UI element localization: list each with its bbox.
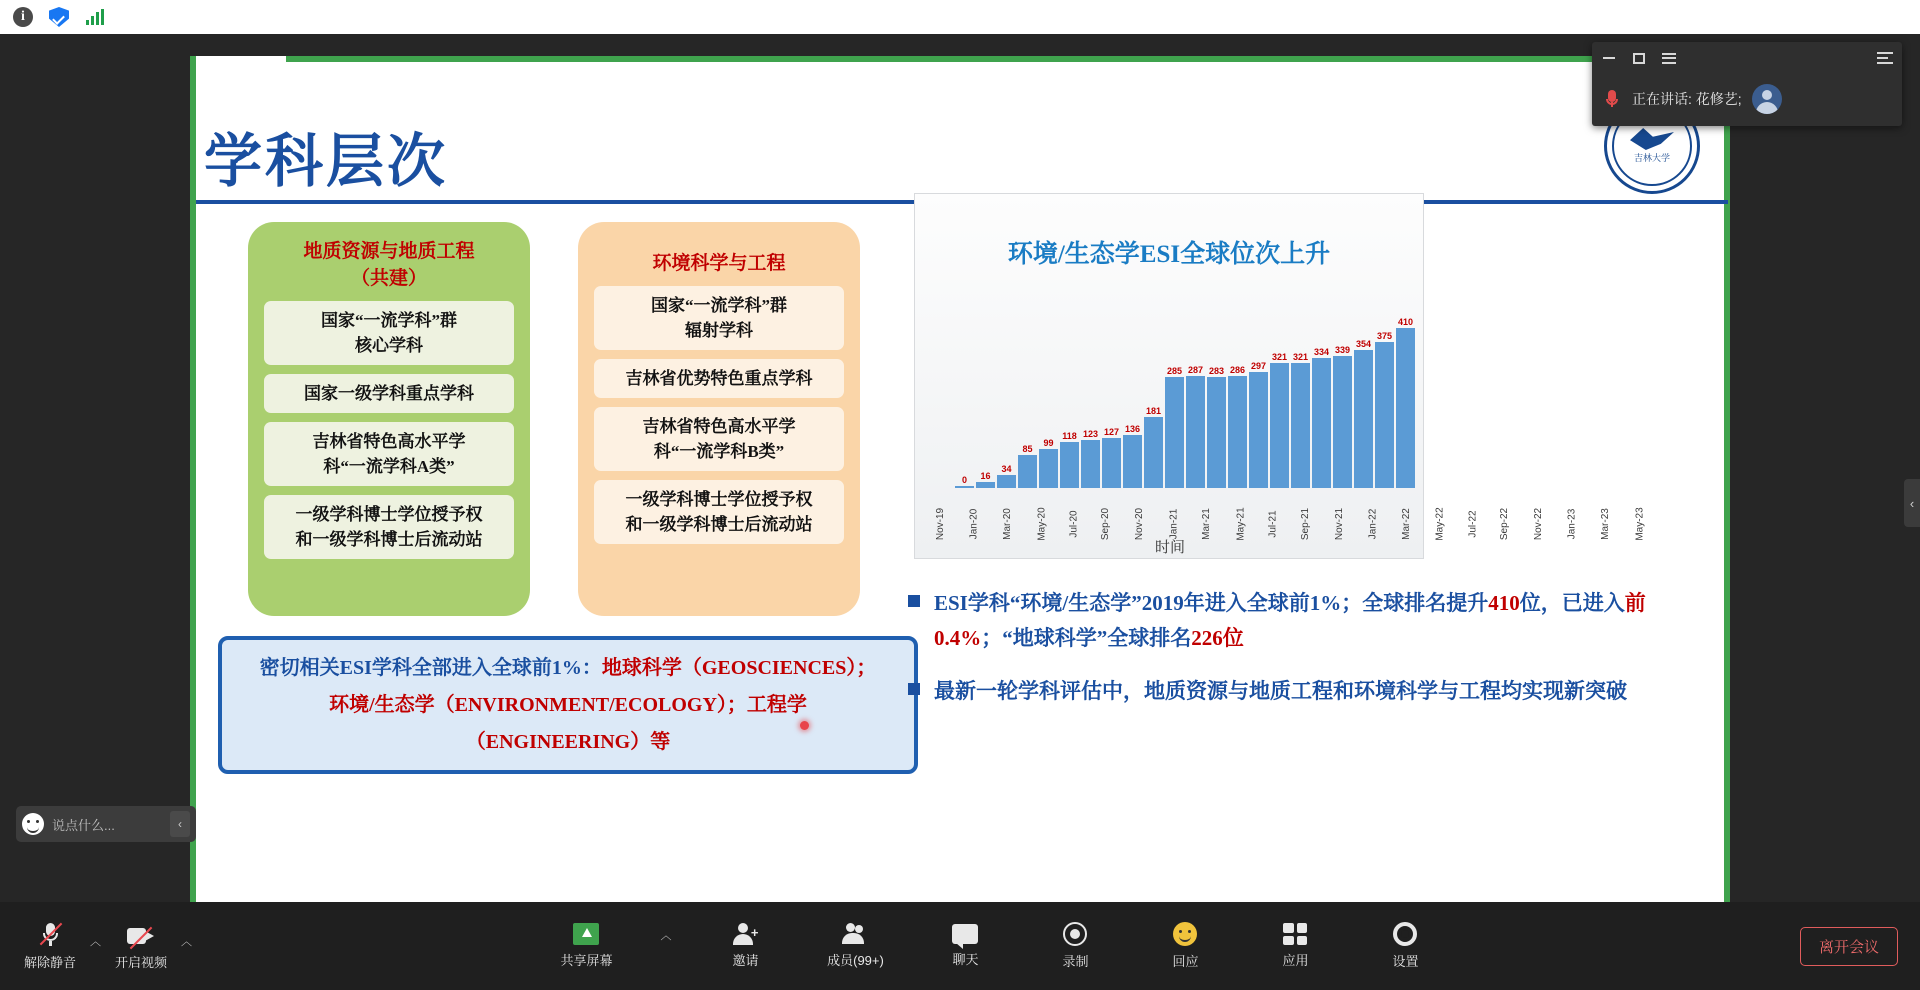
chart-plot-area: [933, 280, 1419, 488]
chart-x-tick: Mar-22: [1400, 508, 1412, 540]
chart-bar-rect: [1081, 440, 1100, 488]
box-a-chip-4: 一级学科博士学位授予权 和一级学科博士后流动站: [264, 495, 514, 559]
chart-bar-rect: [1333, 356, 1352, 488]
toolbar-share-screen-button[interactable]: [550, 923, 622, 969]
meeting-stage: [0, 34, 1920, 902]
chart-bar: [1039, 280, 1058, 488]
chart-bar: [1270, 280, 1289, 488]
chart-bar: [1123, 280, 1142, 488]
toolbar-apps-label: 应用: [1282, 953, 1309, 968]
chart-bar-rect: [1249, 372, 1268, 488]
box-a-heading: 地质资源与地质工程 （共建）: [303, 241, 475, 289]
chart-x-tick: Jan-22: [1367, 508, 1379, 540]
chart-x-tick: Nov-20: [1134, 507, 1146, 541]
chart-bar-rect: [1060, 442, 1079, 488]
chart-bar-rect: [1396, 328, 1415, 488]
chart-bar-value: 321: [1292, 351, 1309, 362]
chart-bar-value: 99: [1043, 438, 1054, 449]
toolbar-record-label: 录制: [1062, 954, 1089, 969]
toolbar-unmute-label: 解除静音: [23, 955, 76, 970]
leave-meeting-button[interactable]: 离开会议: [1800, 927, 1898, 966]
slide-top-rule: [286, 56, 1726, 62]
chart-x-tick: May-20: [1036, 507, 1048, 541]
top-status-bar: [0, 0, 1920, 34]
chart-bar-value: 339: [1334, 344, 1351, 355]
chart-bar: [1207, 280, 1226, 488]
reactions-icon: [1173, 922, 1197, 946]
box-b-chip-3: 吉林省特色高水平学 科“一流学科B类”: [594, 407, 844, 471]
esi-summary-line1b: 地球科学（GEOSCIENCES）；: [601, 656, 877, 679]
toolbar-invite-button[interactable]: [709, 923, 781, 969]
bullet-square-icon: [908, 683, 920, 695]
toolbar-share-screen-label: 共享屏幕: [560, 953, 613, 968]
mini-window-titlebar: [1592, 42, 1902, 74]
chart-bar-rect: [1228, 376, 1247, 488]
toolbar-apps-button[interactable]: [1259, 923, 1331, 969]
expand-panel-icon[interactable]: [1876, 49, 1894, 67]
chart-x-tick: Jan-21: [1167, 508, 1179, 540]
toolbar-participants-label: 成员(99+): [827, 953, 884, 968]
shared-slide: [190, 56, 1730, 902]
chart-bar-value: 136: [1124, 423, 1141, 434]
minimize-icon[interactable]: [1600, 49, 1618, 67]
discipline-box-environment: [578, 222, 860, 616]
chart-bar-rect: [1186, 376, 1205, 488]
chart-bar-value: 375: [1376, 330, 1393, 341]
chart-x-tick: May-23: [1634, 507, 1646, 541]
chart-bar-value: 297: [1250, 360, 1267, 371]
chart-x-tick: Nov-22: [1533, 507, 1545, 541]
chart-bar-value: 34: [1001, 463, 1012, 474]
toolbar-reactions-label: 回应: [1172, 954, 1199, 969]
chart-x-tick: Nov-19: [935, 507, 947, 541]
laser-pointer-dot: [800, 721, 809, 730]
mic-muted-red-icon: [1602, 89, 1622, 109]
chart-bar-value: 16: [980, 470, 991, 481]
chart-bar-rect: [997, 475, 1016, 488]
chart-bar: [1165, 280, 1184, 488]
chart-bar: [1312, 280, 1331, 488]
chart-bar-value: 287: [1187, 364, 1204, 375]
signal-bars-icon[interactable]: [84, 6, 106, 28]
chart-bar: [1102, 280, 1121, 488]
chart-bar-value: 321: [1271, 351, 1288, 362]
box-b-heading: 环境科学与工程: [652, 253, 786, 274]
chart-bar: [1228, 280, 1247, 488]
record-icon: [1063, 922, 1087, 946]
toolbar-chat-label: 聊天: [952, 952, 979, 967]
chart-bar-rect: [1291, 363, 1310, 488]
box-b-chip-4: 一级学科博士学位授予权 和一级学科博士后流动站: [594, 480, 844, 544]
esi-summary-line1a: 密切相关ESI学科全部进入全球前1%：: [259, 656, 602, 679]
chart-x-tick: Mar-23: [1599, 508, 1611, 540]
chart-bar-rect: [1039, 449, 1058, 488]
camera-off-icon: [127, 925, 155, 947]
chart-x-tick: Sep-22: [1499, 507, 1510, 541]
bullet-1-text: ESI学科“环境/生态学”2019年进入全球前1%；全球排名提升410位，已进入前0.4%；“地球科学”全球排名226位: [934, 591, 1646, 650]
video-options-caret-icon[interactable]: ︿: [181, 936, 192, 948]
bullet-item: [908, 586, 1718, 656]
panel-collapse-arrow[interactable]: ‹: [1904, 479, 1920, 527]
mic-muted-icon: [37, 921, 63, 947]
box-b-chip-2: 吉林省优势特色重点学科: [594, 359, 844, 398]
chart-bar-rect: [1102, 438, 1121, 488]
share-options-caret-icon[interactable]: ︿: [660, 930, 672, 942]
apps-icon: [1283, 923, 1307, 945]
chart-x-tick: May-21: [1235, 507, 1247, 541]
box-a-chip-3: 吉林省特色高水平学 科“一流学科A类”: [264, 422, 514, 486]
toolbar-chat-button[interactable]: [929, 924, 1001, 968]
active-speaker-window[interactable]: [1592, 42, 1902, 126]
maximize-icon[interactable]: [1630, 49, 1648, 67]
toolbar-start-video-label: 开启视频: [114, 955, 167, 970]
toolbar-participants-button[interactable]: [819, 923, 891, 969]
toolbar-settings-button[interactable]: [1369, 922, 1441, 970]
chart-bar: [1186, 280, 1205, 488]
chart-bar-rect: [1375, 342, 1394, 489]
chart-x-tick: Jul-22: [1467, 510, 1479, 538]
chart-bar: [1249, 280, 1268, 488]
menu-icon[interactable]: [1660, 49, 1678, 67]
esi-summary-box: [218, 636, 918, 774]
bullet-item: [908, 674, 1718, 709]
chart-bar: [997, 280, 1016, 488]
mic-options-caret-icon[interactable]: ︿: [90, 936, 101, 948]
toolbar-reactions-button[interactable]: [1149, 922, 1221, 970]
chart-x-tick: Jan-23: [1566, 508, 1578, 540]
meeting-toolbar: [0, 902, 1920, 990]
chat-collapse-button[interactable]: ‹: [170, 811, 190, 837]
discipline-box-geology: [248, 222, 530, 616]
share-screen-icon: [573, 923, 599, 945]
chart-bar-value: 283: [1208, 366, 1225, 377]
quick-chat-bar[interactable]: [16, 806, 196, 842]
shield-check-icon[interactable]: [48, 6, 70, 28]
emoji-icon[interactable]: [22, 813, 44, 835]
chart-bar-value: 354: [1355, 338, 1372, 349]
chat-input[interactable]: 说点什么...: [52, 817, 115, 833]
esi-summary-line3: （ENGINEERING）等: [465, 730, 671, 753]
bullet-square-icon: [908, 595, 920, 607]
chart-bar-rect: [1123, 435, 1142, 488]
chart-bar-value: 286: [1229, 365, 1246, 376]
chart-x-tick: Mar-20: [1001, 508, 1013, 540]
chart-bar-rect: [1018, 455, 1037, 488]
chart-bar-value: 410: [1397, 316, 1414, 327]
chart-bar: [976, 280, 995, 488]
box-a-chip-2: 国家一级学科重点学科: [264, 374, 514, 413]
mini-window-body: [1592, 74, 1902, 124]
participants-icon: [842, 923, 868, 945]
chart-bar-rect: [1144, 417, 1163, 488]
chart-bar: [1018, 280, 1037, 488]
esi-rank-chart: [914, 193, 1646, 559]
chart-bar: [1291, 280, 1310, 488]
chart-bars: [955, 280, 1415, 488]
logo-text: 吉林大学: [1633, 153, 1670, 163]
chart-bar-rect: [1207, 377, 1226, 488]
chart-x-tick-labels: [935, 490, 1646, 542]
speaker-avatar: [1752, 84, 1782, 114]
speaking-label: 正在讲话: 花修艺;: [1632, 91, 1742, 107]
chart-x-tick: Sep-20: [1100, 507, 1112, 541]
invite-icon: +: [732, 923, 758, 945]
chart-bar-value: 123: [1082, 428, 1099, 439]
chart-bar-value: 334: [1313, 346, 1330, 357]
toolbar-invite-label: 邀请: [732, 953, 759, 968]
toolbar-settings-label: 设置: [1392, 954, 1419, 969]
chart-bar-value: 85: [1022, 443, 1033, 454]
box-a-chip-1: 国家“一流学科”群 核心学科: [264, 301, 514, 365]
chart-bar-rect: [1165, 377, 1184, 488]
chart-bar-value: 118: [1062, 430, 1077, 441]
chart-x-tick: Jan-20: [968, 508, 980, 540]
chart-bar: [1060, 280, 1079, 488]
chart-bar: [955, 280, 974, 488]
chart-x-tick: Nov-21: [1333, 507, 1345, 541]
chart-bar: [1375, 280, 1394, 488]
toolbar-center-group: [192, 922, 1800, 970]
bullet-2-text: 最新一轮学科评估中，地质资源与地质工程和环境科学与工程均实现新突破: [934, 679, 1627, 703]
settings-gear-icon: [1393, 922, 1417, 946]
chart-x-axis-title: 时间: [1154, 540, 1185, 556]
chart-bar-rect: [976, 482, 995, 488]
slide-bullets: [908, 586, 1718, 727]
chart-bar: [1333, 280, 1352, 488]
chart-x-tick: May-22: [1434, 507, 1446, 541]
toolbar-unmute-button[interactable]: [14, 921, 86, 971]
toolbar-record-button[interactable]: [1039, 922, 1111, 970]
slide-title: 学科层次: [204, 129, 449, 194]
chart-title: 环境/生态学ESI全球位次上升: [1007, 241, 1331, 268]
chart-bar-value: 181: [1145, 406, 1162, 417]
box-b-chip-1: 国家“一流学科”群 辐射学科: [594, 286, 844, 350]
chart-bar: [1396, 280, 1415, 488]
chart-bar: [1144, 280, 1163, 488]
chart-bar-rect: [955, 486, 974, 488]
info-icon[interactable]: i: [12, 6, 34, 28]
chat-icon: [952, 924, 978, 944]
toolbar-right-group: [1800, 927, 1920, 966]
chart-x-tick: Jul-21: [1267, 510, 1279, 538]
chart-bar-value: 0: [961, 475, 967, 485]
chart-x-tick: Jul-20: [1068, 510, 1080, 538]
chart-bar: [1081, 280, 1100, 488]
chart-bar-rect: [1354, 350, 1373, 488]
chart-bar-rect: [1270, 363, 1289, 488]
chart-x-tick: Sep-21: [1299, 507, 1311, 541]
toolbar-start-video-button[interactable]: [105, 925, 177, 971]
chart-bar: [1354, 280, 1373, 488]
chart-bar-value: 285: [1166, 365, 1183, 376]
chart-bar-value: 127: [1103, 427, 1120, 438]
chart-x-tick: Mar-21: [1201, 508, 1213, 540]
esi-summary-line2: 环境/生态学（ENVIRONMENT/ECOLOGY）；工程学: [329, 693, 807, 716]
toolbar-left-group: [0, 921, 192, 971]
chart-bar-rect: [1312, 358, 1331, 488]
